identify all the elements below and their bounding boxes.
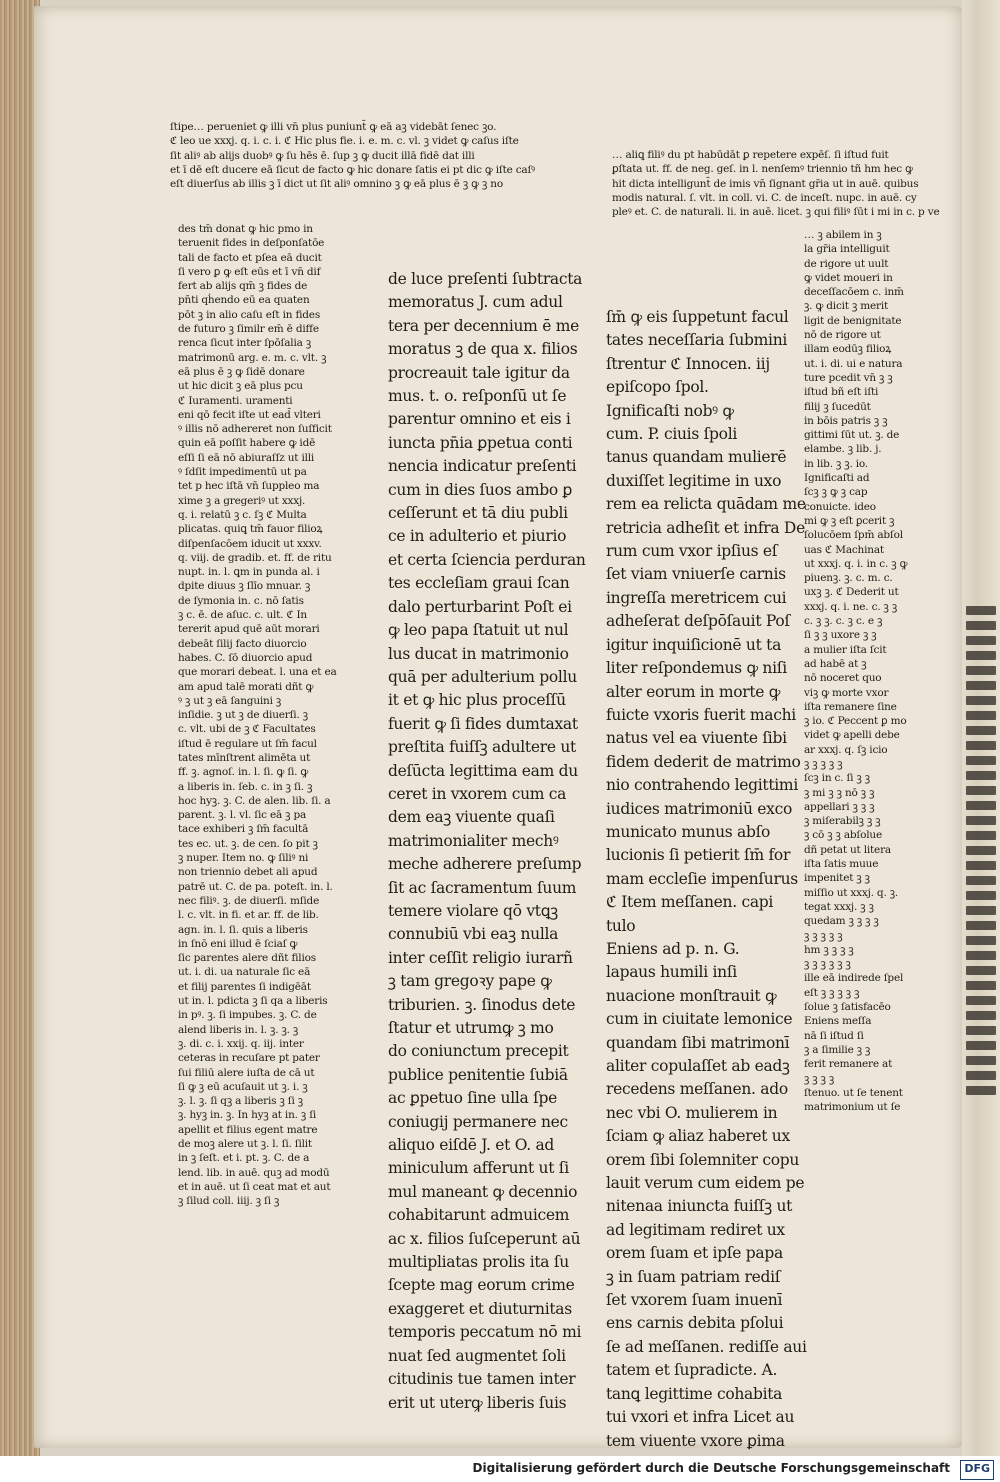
text-line: fidem dederit de matrimo — [606, 752, 801, 771]
text-line: renca ſicut inter ſpōſalia ꝫ — [178, 337, 311, 350]
text-line: ꝫ c. ē. de aſuc. c. ult. ℭ In — [178, 609, 307, 622]
text-line: habes. C. ſō diuorcio apud — [178, 651, 313, 664]
text-line: et certa ſciencia perduran — [388, 550, 586, 569]
text-line: igitur inquiſicionē ut ta — [606, 635, 782, 654]
text-line: miniculum afferunt ut ſi — [388, 1159, 569, 1178]
text-line: inter ceſſit religio iurarñ — [388, 948, 573, 967]
text-line: ℭ leo ue xxxj. q. i. c. i. ℭ Hic plus fie. i. e. m. c. vl. ꝫ videt ꝙ caſus iſte — [170, 135, 519, 148]
text-line: matrimonium ut ſe — [804, 1101, 901, 1114]
text-line: ſet viam vniuerſe carnis — [606, 565, 786, 584]
text-line: ꝰ ſdſit impedimentū ut pa — [178, 466, 307, 479]
text-line: in lib. ꝫ ꝫ. io. — [804, 457, 868, 470]
text-line: ꝫ ſilud coll. iiij. ꝫ ſi ꝫ — [178, 1195, 280, 1208]
text-line: nō de rigore ut — [804, 329, 881, 342]
text-line: ligit de benignitate — [804, 314, 902, 327]
text-line: ſi ꝙ ꝫ eū acuſauit ut ꝫ. i. ꝫ — [178, 1080, 308, 1093]
text-line: ꝫ. l. ꝫ. ſi qꝫ a liberis ꝫ ſi ꝫ — [178, 1095, 303, 1108]
text-line: tera per decennium ē me — [388, 316, 579, 335]
text-line: moratus ꝫ de qua x. filios — [388, 340, 578, 359]
text-line: miſſio ut xxxj. q. ꝫ. — [804, 886, 899, 899]
text-line: memoratus J. cum adul — [388, 293, 563, 312]
text-line: ꝫ mi ꝫ ꝫ nō ꝫ ꝫ — [804, 786, 875, 799]
text-line: ſi ꝫ ꝫ uxore ꝫ ꝫ — [804, 629, 877, 642]
text-line: de rigore ut uult — [804, 257, 889, 270]
text-line: la gr̄ia intelliguit — [804, 243, 890, 256]
text-line: mus. t. o. reſponſū ut ſe — [388, 387, 567, 406]
text-line: ille eā indirede ſpel — [804, 972, 904, 985]
text-line: nio contrahendo legittimi — [606, 776, 798, 795]
text-line: que morari debeat. l. una et ea — [178, 666, 337, 679]
text-line: eſſi ſi eā nō abiuraſſz ut illi — [178, 451, 315, 464]
text-line: ꝫ ꝫ ꝫ ꝫ ꝫ ꝫ — [804, 958, 851, 971]
text-line: ad habē at ꝫ — [804, 657, 867, 670]
text-line: quandam ſibi matrimonī — [606, 1033, 790, 1052]
text-line: quedam ꝫ ꝫ ꝫ ꝫ — [804, 915, 879, 928]
text-line: Ignificaſti ad — [804, 472, 870, 485]
text-line: ut in. l. pdicta ꝫ ſi qa a liberis — [178, 995, 328, 1008]
text-line: triburien. ꝫ. ſinodus dete — [388, 995, 576, 1014]
text-line: ens carnis debita pſolui — [606, 1314, 784, 1333]
text-line: dñ petat ut litera — [804, 843, 891, 856]
main-text-column-left — [388, 268, 586, 1415]
top-left-commentary — [170, 120, 565, 191]
text-line: ſolucōem ſpm̄ abſol — [804, 529, 903, 542]
text-line: ferit remanere at — [804, 1058, 893, 1071]
main-text-column-right — [606, 306, 807, 1453]
text-line: in pꝰ. ꝫ. ſi impubes. ꝫ. C. de — [178, 1009, 317, 1022]
text-line: c. ꝫ ꝫ. c. ꝫ c. e ꝫ — [804, 615, 883, 628]
text-line: Eniens meſſa — [804, 1015, 872, 1028]
text-line: nitenaa iniuncta fuiſſꝫ ut — [606, 1197, 793, 1216]
text-line: des tm̄ donat ꝙ hic pmo in — [178, 223, 313, 235]
text-line: nō noceret quo — [804, 672, 882, 685]
text-line: viꝫ ꝙ morte vxor — [804, 686, 889, 699]
top-right-commentary — [612, 148, 942, 219]
text-line: tes eccleſiam graui ſcan — [388, 574, 570, 593]
text-line: diſpenſacōem iducit ut xxxv. — [178, 537, 322, 550]
text-line: parent. ꝫ. l. vl. ſic eā ꝫ pa — [178, 809, 307, 822]
text-line: ut. i. di. ui e natura — [804, 357, 903, 370]
text-line: de moꝫ alere ut ꝫ. l. ſi. ſilit — [178, 1138, 312, 1150]
text-line: hit dicta intelligunt̄ de imis vn̄ ſignant gr̄ia ut in auē. quibus — [612, 177, 919, 190]
text-line: ac x. filios ſuſceperunt aū — [388, 1229, 581, 1248]
text-line: ꝰ ꝫ ut ꝫ eā ſanguini ꝫ — [178, 694, 282, 707]
text-line: fert ab alijs qm̄ ꝫ fides de — [178, 280, 308, 293]
text-line: aliquo eiſdē J. et O. ad — [388, 1136, 555, 1155]
text-line: procreauit tale igitur da — [388, 363, 570, 382]
text-line: debeāt ſilij facto diuorcio — [178, 637, 307, 650]
text-line: ꝫ. ꝙ dicit ꝫ merit — [804, 300, 889, 313]
text-line: matrimonū arg. e. m. c. vlt. ꝫ — [178, 351, 327, 364]
text-line: connubiū vbi eaꝫ nulla — [388, 925, 559, 944]
text-line: videt ꝙ apelli debe — [804, 729, 900, 742]
text-line: ceret in vxorem cum ca — [388, 784, 567, 803]
text-line: tererit apud quē aūt morari — [178, 623, 320, 636]
text-line: natus vel ea viuente ſibi — [606, 729, 787, 748]
text-line: c. vlt. ubi de ꝫ ℭ Facultates — [178, 723, 316, 736]
text-line: dem eaꝫ viuente quaſi — [388, 808, 555, 827]
text-line: pn̄ti qḣendo eū ea quaten — [178, 294, 310, 307]
text-line: citudinis tue tamen inter — [388, 1370, 576, 1389]
text-line: … ꝫ abilem in ꝫ — [804, 229, 882, 241]
text-line: quā per adulterium pollu — [388, 667, 577, 686]
text-line: fuicte vxoris fuerit machi — [606, 705, 796, 724]
text-line: lus ducat in matrimonio — [388, 644, 569, 663]
text-line: in ꝫ ſeſt. et i. pt. ꝫ. C. de a — [178, 1152, 310, 1165]
text-line: ar xxxj. q. ſꝫ icio — [804, 743, 888, 756]
text-line: uxꝫ ꝫ. ℭ Dederit ut — [804, 586, 899, 599]
text-line: hoc hyꝫ. ꝫ. C. de alen. lib. ſi. a — [178, 794, 331, 807]
facing-page-edge — [962, 0, 1000, 1456]
right-gloss-column — [804, 228, 924, 1114]
text-line: nupt. in. l. ꝗm in punda al. i — [178, 566, 320, 579]
text-line: temere violare qō vtꝗꝫ — [388, 901, 558, 920]
text-line: ceſſerunt et tā diu publi — [388, 504, 568, 523]
text-line: deſūcta legittima eam du — [388, 761, 578, 780]
text-line: ad legitimam rediret ux — [606, 1220, 785, 1239]
text-line: ut hic dicit ꝫ eā plus pcu — [178, 380, 303, 393]
text-line: in ſnō eni illud ē ſciaſ ꝙ — [178, 937, 298, 950]
text-line: tatem et ſupradicte. A. — [606, 1361, 778, 1380]
text-line: ꝫ cō ꝫ ꝫ abſolue — [804, 829, 882, 842]
text-line: ꝫ io. ℭ Peccent ꝑ mo — [804, 715, 907, 728]
text-line: de luce preſenti ſubtracta — [388, 270, 583, 288]
text-line: mi ꝙ ꝫ eſt ꝑcerit ꝫ — [804, 514, 895, 527]
text-line: preſtita fuiſſꝫ adultere ut — [388, 738, 576, 757]
text-line: ꝫ. hyꝫ in. ꝫ. In hyꝫ at in. ꝫ ſi — [178, 1109, 317, 1122]
text-line: erit ut uterꝙ liberis ſuis — [388, 1393, 567, 1412]
text-line: ſtrentur ℭ Innocen. iij — [606, 354, 770, 373]
text-line: matrimonialiter mechꝰ — [388, 831, 559, 850]
text-line: ꝙ videt moueri in — [804, 271, 893, 284]
text-line: tates mīnſtrent alimēta ut — [178, 751, 311, 764]
footer-bar — [0, 1456, 1000, 1482]
text-line: uas ℭ Machinat — [804, 543, 884, 556]
text-line: ꝰ illis nō adhereret non ſuſficit — [178, 423, 332, 436]
text-line: ut. i. di. ua naturale ſic eā — [178, 966, 311, 979]
text-line: adheſerat deſpōſauit Poſ — [606, 612, 790, 631]
text-line: modis natural. ſ. vlt. in coll. vi. C. de inceſt. nupc. in auē. cy — [612, 191, 917, 204]
text-line: ꝫ a ſimilie ꝫ ꝫ — [804, 1043, 871, 1056]
text-line: de futuro ꝫ ſimilr em̄ ē diffe — [178, 323, 319, 336]
text-line: retricia adheſit et infra De — [606, 518, 805, 537]
text-line: ℭ Item meſſanen. capi — [606, 893, 774, 912]
text-line: q. i. relatū ꝫ c. ſꝫ ℭ Multa — [178, 508, 307, 521]
text-line: in bōis patris ꝫ ꝫ — [804, 414, 888, 427]
text-line: … aliꝗ filiꝰ du pt habūdāt ꝑ repetere expēſ. ſi iſtud fuit — [612, 149, 889, 161]
text-line: illam eodūꝫ filioꝝ — [804, 343, 892, 356]
text-line: iſta ſatis muue — [804, 858, 879, 871]
text-line: hm ꝫ ꝫ ꝫ ꝫ — [804, 943, 854, 956]
text-line: apellit et filius egent matre — [178, 1123, 318, 1136]
text-line: piuenꝫ. ꝫ. c. m. c. — [804, 572, 893, 585]
text-line: dpite diuus ꝫ ſlīo mnuar. ꝫ — [178, 580, 311, 593]
text-line: ſcepte mag eorum crime — [388, 1276, 575, 1295]
text-line: ꝫ miſerabilꝫ ꝫ ꝫ — [804, 815, 881, 828]
text-line: ſciam ꝙ aliaz haberet ux — [606, 1127, 790, 1146]
text-line: iſta remanere ſine — [804, 700, 897, 713]
text-line: plicatas. quiꝗ tm̄ fauor filioꝝ — [178, 523, 323, 536]
text-line: teruenit fides in deſponſatōe — [178, 237, 325, 250]
text-line: ꝫ in ſuam patriam rediſ — [606, 1267, 781, 1286]
text-line: multipliatas prolis ita ſu — [388, 1253, 569, 1272]
text-line: coniugij permanere nec — [388, 1112, 568, 1131]
text-line: ſcꝫ in c. ſi ꝫ ꝫ — [804, 772, 870, 785]
text-line: ſm̄ ꝙ eis ſuppetunt facul — [606, 308, 789, 326]
text-line: lapaus humili inſi — [606, 963, 737, 982]
text-line: ture pcedit vn̄ ꝫ ꝫ — [804, 371, 893, 384]
text-line: a mulier iſta ſcit — [804, 643, 887, 656]
text-line: impenitet ꝫ ꝫ — [804, 872, 870, 885]
text-line: dalo perturbarint Poſt ei — [388, 597, 572, 616]
text-line: pōt ꝫ in alio caſu eſt in fides — [178, 308, 321, 321]
text-line: tates neceſſaria ſubmini — [606, 331, 788, 350]
text-line: de ſymonia in. c. nō ſatis — [178, 594, 304, 607]
text-line: mam eccleſie impenſurus — [606, 869, 798, 888]
text-line: epiſcopo ſpol. — [606, 378, 709, 397]
text-line: iuncta pn̄ia ꝑpetua conti — [388, 433, 573, 452]
text-line: iſtud bñ eſt iſti — [804, 386, 879, 399]
text-line: cum in ciuitate lemonice — [606, 1010, 793, 1029]
text-line: l. c. vlt. in fi. et ar. ff. de lib. — [178, 909, 319, 922]
text-line: ꝫ tam gregoꝛy pape ꝙ — [388, 972, 552, 991]
text-line: fuerit ꝙ ſi fides dumtaxat — [388, 714, 578, 733]
text-line: patrē ut. C. de pa. poteſt. in. l. — [178, 880, 333, 893]
text-line: cum in dies ſuos ambo ꝑ — [388, 480, 573, 499]
text-line: tegat xxxj. ꝫ ꝫ — [804, 900, 874, 913]
text-line: inſidie. ꝫ ut ꝫ de diuerſi. ꝫ — [178, 709, 308, 722]
text-line: appellari ꝫ ꝫ ꝫ — [804, 800, 875, 813]
text-line: nencia indicatur preſenti — [388, 457, 577, 476]
text-line: eā plus ē ꝫ ꝙ ſidē donare — [178, 365, 305, 378]
text-line: iſtud ē regulare ut ſm̄ facul — [178, 737, 317, 750]
text-line: ſtatur et utrumꝙ ꝫ mo — [388, 1019, 554, 1037]
text-line: et in auē. ut ſi ceat mat et aut — [178, 1180, 331, 1193]
text-line: elambe. ꝫ lib. j. — [804, 443, 882, 456]
text-line: et filij parentes ſi indigēāt — [178, 980, 311, 993]
text-line: cohabitarunt admuicem — [388, 1206, 570, 1225]
text-line: temporis peccatum nō mi — [388, 1323, 582, 1342]
text-line: nuat ſed augmentet ſoli — [388, 1346, 566, 1365]
text-line: ſic parentes alere dñt filios — [178, 952, 316, 965]
text-line: mul maneant ꝙ decennio — [388, 1182, 578, 1201]
text-line: quin eā poſſit habere ꝙ idē — [178, 437, 316, 450]
text-line: gittimi ſūt ut. ꝫ. de — [804, 429, 900, 442]
text-line: tanus quandam mulierē — [606, 448, 787, 467]
text-line: rem ea relicta quādam me — [606, 495, 806, 514]
text-line: Eniens ad p. n. G. — [606, 939, 740, 958]
text-line: ſe ad meſſanen. rediſſe aui — [606, 1337, 807, 1356]
text-line: et ī dē eſt ducere eā ſicut de facto ꝙ hic donare ſatis ei pt dic ꝙ iſte caſꝰ — [170, 163, 535, 176]
text-line: duxiſſet legitime in uxo — [606, 471, 782, 490]
text-line: tes ec. ut. ꝫ. de cen. ſo pit ꝫ — [178, 837, 318, 850]
text-line: ſit aliꝰ ab alijs duobꝰ ꝙ ſu hēs ē. ſup ꝫ ꝙ ducit illā fidē dat illi — [170, 149, 475, 162]
text-line: rum cum vxor ipſius eſ — [606, 542, 778, 561]
text-line: iudices matrimoniū exco — [606, 799, 792, 818]
text-line: orem ſibi ſolemniter copu — [606, 1150, 800, 1169]
text-line: am apud talē morati dñt ꝙ — [178, 680, 314, 693]
text-line: ſui filiū alere iuſta de cā ut — [178, 1066, 315, 1079]
text-line: lend. lib. in auē. quꝫ ad modū — [178, 1166, 330, 1179]
text-line: liter reſpondemus ꝙ niſi — [606, 659, 787, 678]
text-line: ꝑſtata ut. ff. de neg. geſ. in l. nenſemꝰ triennio tñ hm hec ꝙ — [612, 163, 913, 176]
text-line: q. viij. de gradib. et. ff. de ritu — [178, 551, 332, 564]
text-line: ac ꝑpetuo ſine ulla ſpe — [388, 1089, 558, 1108]
text-line: xime ꝫ a gregeriꝰ ut xxxj. — [178, 494, 306, 507]
text-line: filij ꝫ ſucedūt — [804, 400, 871, 413]
text-line: ꝫ ꝫ ꝫ ꝫ ꝫ — [804, 929, 843, 942]
text-line: tali de facto et pſea eā ducit — [178, 251, 322, 264]
text-line: it et ꝙ hic plus proceſſū — [388, 691, 566, 710]
text-line: orem ſuam et ipſe papa — [606, 1244, 783, 1263]
text-line: alter eorum in morte ꝙ — [606, 682, 781, 701]
text-line: tulo — [606, 916, 636, 935]
text-line: lauit verum cum eidem pe — [606, 1174, 805, 1193]
text-line: ꝫ ꝫ ꝫ ꝫ ꝫ — [804, 757, 843, 770]
text-line: ſtipe… perueniet ꝙ illi vn̄ plus puniunt̄ ꝙ eā aꝫ videbāt ſenec ꝫo. — [170, 121, 497, 133]
text-line: ut xxxj. q. i. in c. ꝫ ꝙ — [804, 557, 908, 570]
text-line: xxxj. q. i. ne. c. ꝫ ꝫ — [804, 600, 898, 613]
text-line: a liberis in. ſeb. c. in ꝫ ſi. ꝫ — [178, 780, 313, 793]
text-line: eſt diuerſus ab illis ꝫ ī dict ut ſit aliꝰ omnino ꝫ ꝙ eā plus ē ꝫ ꝙ ꝫ no — [170, 178, 503, 191]
text-line: ℭ Iuramenti. uramenti — [178, 394, 293, 407]
text-line: do coniunctum precepit — [388, 1042, 569, 1061]
text-line: ſit ac ſacramentum ſuum — [388, 878, 577, 897]
text-line: deceſſacōem c. inm̄ — [804, 286, 904, 299]
funding-credit: Digitalisierung gefördert durch die Deutsche Forschungsgemeinschaft — [472, 1461, 950, 1475]
text-line: tem viuente vxore ꝑima — [606, 1431, 785, 1450]
text-line: ꝙ leo papa ſtatuit ut nul — [388, 621, 569, 640]
text-line: ceteras in recuſare pt pater — [178, 1052, 320, 1065]
text-line: Ignificaſti nobꝰ ꝙ — [606, 401, 734, 420]
text-line: nuacione monſtrauit ꝙ — [606, 986, 777, 1005]
text-line: ꝫ ꝫ ꝫ ꝫ — [804, 1072, 835, 1085]
text-line: ce in adulterio et piurio — [388, 527, 567, 546]
text-line: ff. ꝫ. agnoſ. in. l. ſi. ꝙ ſi. ꝙ — [178, 766, 309, 779]
text-line: eni qō fecit iſte ut ead̄ vlteri — [178, 408, 321, 421]
text-line: ſi vero ꝑ ꝙ eſt eūs et ī vn̄ dif — [178, 265, 321, 278]
text-line: nā ſi iſtud ſi — [804, 1029, 864, 1042]
text-line: agn. in. l. ſi. quis a liberis — [178, 923, 308, 936]
text-line: ꝫ nuper. Item no. ꝙ ſiliꝰ ni — [178, 852, 309, 865]
dfg-logo: DFG — [960, 1460, 994, 1480]
text-line: ingreſſa meretricem cui — [606, 588, 787, 607]
text-line: municato munus abſo — [606, 822, 771, 841]
text-line: tace exhiberi ꝫ ſm̄ facultā — [178, 823, 309, 836]
text-line: alend liberis in. l. ꝫ. ꝫ. ꝫ — [178, 1023, 299, 1036]
text-line: nec vbi O. mulierem in — [606, 1103, 778, 1122]
text-line: tet p hec iſtā vn̄ ſuppleo ma — [178, 480, 320, 493]
text-line: ſolue ꝫ ſatisfacēo — [804, 1001, 891, 1014]
text-line: nec filiꝰ. ꝫ. de diuerſi. mſide — [178, 894, 320, 907]
text-line: ſet vxorem ſuam inuenī — [606, 1291, 783, 1310]
text-line: non triennio debet ali apud — [178, 866, 318, 879]
left-gloss-column — [178, 222, 338, 1208]
text-line: ſtenuo. ut ſe tenent — [804, 1086, 903, 1099]
text-line: eſt ꝫ ꝫ ꝫ ꝫ ꝫ — [804, 986, 860, 999]
text-line: pleꝰ et. C. de naturali. li. in auē. licet. ꝫ qui filiꝰ ſūt i mi in c. p ve — [612, 206, 940, 219]
text-line: conuicte. ideo — [804, 500, 876, 513]
text-line: exaggeret et diuturnitas — [388, 1299, 572, 1318]
text-line: parentur omnino et eis i — [388, 410, 571, 429]
text-line: publice penitentie ſubiā — [388, 1065, 568, 1084]
text-line: lucionis ſi petierit ſm̄ for — [606, 846, 791, 865]
text-line: aliter copulaſſet ab eadꝫ — [606, 1057, 790, 1075]
text-line: meche adherere preſump — [388, 855, 582, 874]
text-line: tui vxori et infra Licet au — [606, 1408, 795, 1427]
text-line: tanꝗ legittime cohabita — [606, 1384, 783, 1403]
text-line: recedens meſſanen. ado — [606, 1080, 788, 1099]
text-line: ſcꝫ ꝫ ꝙ ꝫ cap — [804, 486, 868, 499]
text-line: ꝫ. di. c. i. xxij. q. iij. inter — [178, 1037, 304, 1050]
text-line: cum. P. ciuis ſpoli — [606, 425, 738, 444]
